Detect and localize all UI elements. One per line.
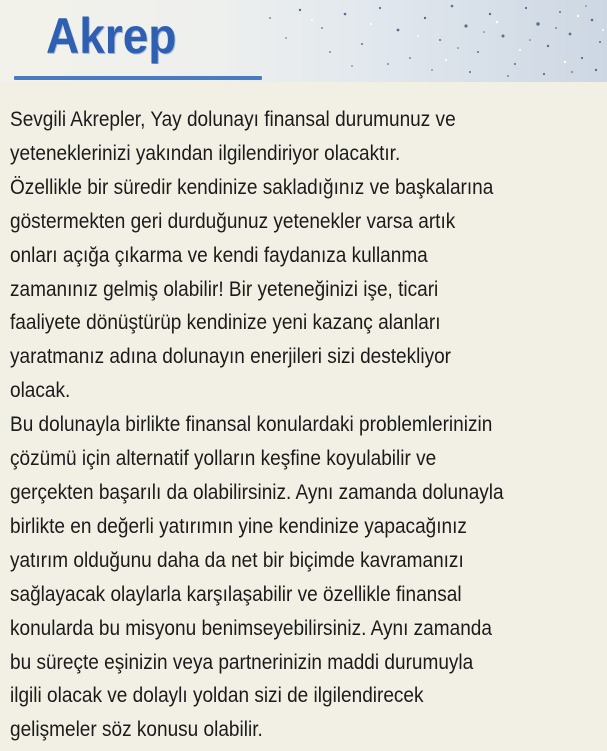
article-line: Özellikle bir süredir kendinize sakladığınız ve başkalarına [10, 174, 494, 199]
article-line: zamanınız gelmiş olabilir! Bir yeteneğinizi işe, ticari [10, 276, 439, 301]
article-line: göstermekten geri durduğunuz yetenekler varsa artık [10, 208, 456, 233]
article-line: olacak. [10, 378, 71, 403]
article-line: gerçekten başarılı da olabilirsiniz. Aynı zamanda dolunayla [10, 479, 504, 504]
header-banner [0, 0, 607, 82]
article-line: yaratmanız adına dolunayın enerjileri sizi destekliyor [10, 344, 452, 369]
article-line: sağlayacak olaylarla karşılaşabilir ve özellikle finansal [10, 581, 462, 606]
article-line: bu süreçte eşinizin veya partnerinizin maddi durumuyla [10, 649, 474, 674]
article-line: çözümü için alternatif yolların keşfine koyulabilir ve [10, 446, 437, 471]
title-underline [14, 76, 262, 80]
article-line: onları açığa çıkarma ve kendi faydanıza kullanma [10, 242, 428, 267]
article-line: konularda bu misyonu benimseyebilirsiniz. Aynı zamanda [10, 615, 492, 640]
article-line: Sevgili Akrepler, Yay dolunayı finansal durumunuz ve [10, 107, 456, 131]
article-line: ilgili olacak ve dolaylı yoldan sizi de ilgilendirecek [10, 683, 424, 708]
article-line: Bu dolunayla birlikte finansal konulardaki problemlerinizin [10, 412, 493, 437]
page-title: Akrep [46, 8, 177, 64]
article-line: gelişmeler söz konusu olabilir. [10, 717, 263, 742]
horoscope-article [10, 103, 604, 747]
article-line: birlikte en değerli yatırımın yine kendinize yapacağınız [10, 513, 467, 538]
article-line: yeteneklerinizi yakından ilgilendiriyor olacaktır. [10, 140, 401, 165]
article-line: faaliyete dönüştürüp kendinize yeni kazanç alanları [10, 310, 441, 335]
article-line: yatırım olduğunu daha da net bir biçimde kavramanızı [10, 547, 464, 572]
